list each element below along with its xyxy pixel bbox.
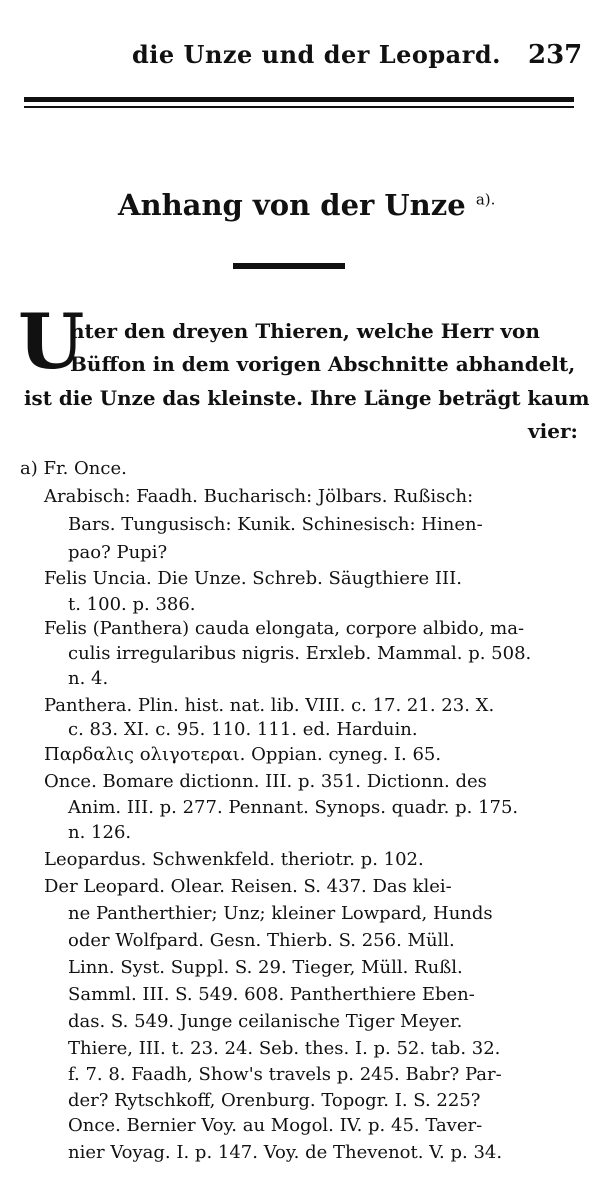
running-head: die Unze und der Leopard.	[132, 40, 502, 69]
catchword: vier:	[528, 419, 578, 443]
footnote-line: n. 126.	[68, 822, 132, 843]
footnote-line: Der Leopard. Olear. Reisen. S. 437. Das klei-	[44, 876, 452, 897]
footnote-line: f. 7. 8. Faadh, Show's travels p. 245. Babr? Par-	[68, 1064, 502, 1085]
footnote-line: t. 100. p. 386.	[68, 594, 196, 615]
footnote-line: c. 83. XI. c. 95. 110. 111. ed. Harduin.	[68, 719, 418, 740]
footnote-line: Thiere, III. t. 23. 24. Seb. thes. I. p. 52. tab. 32.	[68, 1038, 501, 1059]
footnote-line: Samml. III. S. 549. 608. Pantherthiere Eben-	[68, 984, 475, 1005]
footnote-line: Arabisch: Faadh. Bucharisch: Jölbars. Rußisch:	[44, 486, 474, 507]
footnote-line: Bars. Tungusisch: Kunik. Schinesisch: Hinen-	[68, 514, 483, 535]
header-rule-thin	[24, 106, 574, 108]
footnote-line: Felis (Panthera) cauda elongata, corpore albido, ma-	[44, 618, 525, 639]
main-text-line: nter den dreyen Thieren, welche Herr von	[70, 319, 540, 343]
footnote-line: Once. Bernier Voy. au Mogol. IV. p. 45. Taver-	[68, 1115, 483, 1136]
footnote-line: n. 4.	[68, 668, 109, 689]
footnote-line: das. S. 549. Junge ceilanische Tiger Meyer.	[68, 1011, 463, 1032]
footnote-line: oder Wolfpard. Gesn. Thierb. S. 256. Müll.	[68, 930, 455, 951]
footnote-line: ne Pantherthier; Unz; kleiner Lowpard, Hunds	[68, 903, 493, 924]
ornament-rule	[233, 263, 345, 269]
footnote-line: Anim. III. p. 277. Pennant. Synops. quadr. p. 175.	[68, 797, 519, 818]
footnote-line: a) Fr. Once.	[20, 458, 127, 479]
footnote-line: der? Rytschkoff, Orenburg. Topogr. I. S. 225?	[68, 1090, 481, 1111]
footnote-marker: a).	[475, 190, 496, 209]
header-rule-thick	[24, 97, 574, 102]
footnote-line: Once. Bomare dictionn. III. p. 351. Dictionn. des	[44, 771, 487, 792]
drop-cap: U	[18, 297, 85, 386]
footnote-line: Παρδαλις ολιγοτεραι. Oppian. cyneg. I. 65.	[44, 744, 442, 765]
footnote-line: Felis Uncia. Die Unze. Schreb. Säugthiere III.	[44, 568, 462, 589]
section-title-text: Anhang von der Unze	[118, 188, 466, 222]
footnote-line: Linn. Syst. Suppl. S. 29. Tieger, Müll. Rußl.	[68, 957, 463, 978]
footnote-line: nier Voyag. I. p. 147. Voy. de Thevenot. V. p. 34.	[68, 1142, 503, 1163]
main-text-line: ist die Unze das kleinste. Ihre Länge beträgt kaum	[24, 386, 590, 410]
footnote-line: pao? Pupi?	[68, 542, 168, 563]
footnote-line: culis irregularibus nigris. Erxleb. Mammal. p. 508.	[68, 643, 532, 664]
page-number: 237	[528, 40, 583, 70]
section-title	[118, 188, 495, 222]
footnote-line: Panthera. Plin. hist. nat. lib. VIII. c. 17. 21. 23. X.	[44, 695, 495, 716]
footnote-line: Leopardus. Schwenkfeld. theriotr. p. 102.	[44, 849, 424, 870]
main-text-line: Büffon in dem vorigen Abschnitte abhandelt,	[70, 352, 576, 376]
